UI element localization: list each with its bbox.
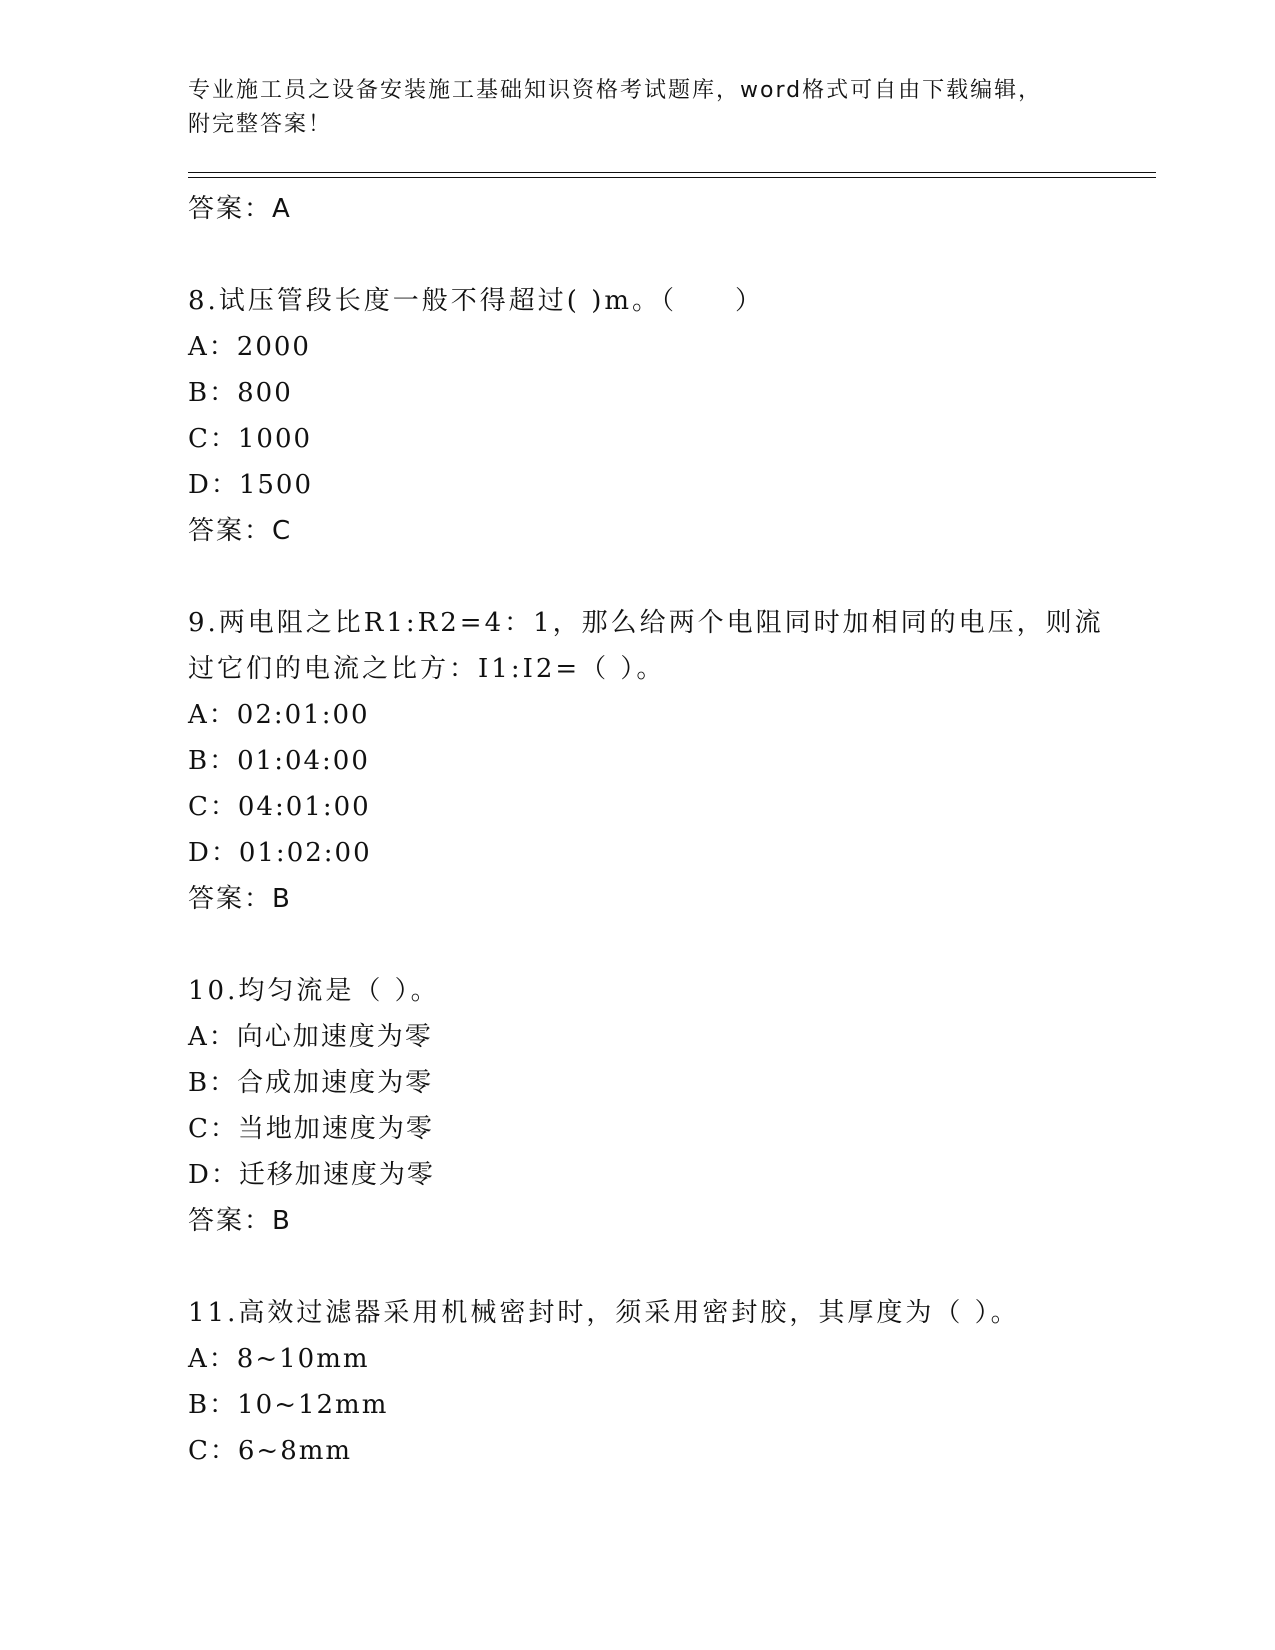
question-text: 10.均匀流是（ ）。 xyxy=(188,976,440,1006)
option-c: C：1000 xyxy=(188,424,313,454)
header-line-2: 附完整答案！ xyxy=(188,112,333,137)
header-rule-bottom xyxy=(188,177,1156,178)
question-text: 9.两电阻之比R1:R2=4：1，那么给两个电阻同时加相同的电压，则流过它们的电流之比方：I1:I2=（ ）。 xyxy=(188,608,1104,684)
option-a: A：2000 xyxy=(188,332,311,362)
option-a: A：02:01:00 xyxy=(188,700,370,730)
question-8 xyxy=(188,278,1128,554)
question-9 xyxy=(188,600,1128,922)
option-b: B：01:04:00 xyxy=(188,746,370,776)
question-11 xyxy=(188,1290,1128,1474)
header-line-1: 专业施工员之设备安装施工基础知识资格考试题库，word格式可自由下载编辑， xyxy=(188,78,1043,103)
option-d: D：01:02:00 xyxy=(188,838,372,868)
option-c: C：6~8mm xyxy=(188,1436,353,1466)
question-text: 8.试压管段长度一般不得超过( )m。（ ） xyxy=(188,286,765,316)
option-c: C：当地加速度为零 xyxy=(188,1114,434,1144)
option-b: B：10~12mm xyxy=(188,1390,389,1420)
answer-line: 答案：C xyxy=(188,516,293,546)
question-10 xyxy=(188,968,1128,1244)
option-b: B：800 xyxy=(188,378,293,408)
option-c: C：04:01:00 xyxy=(188,792,371,822)
answer-line: 答案：B xyxy=(188,1206,292,1236)
option-d: D：1500 xyxy=(188,470,314,500)
option-a: A：8~10mm xyxy=(188,1344,370,1374)
answer-line: 答案：B xyxy=(188,884,292,914)
option-b: B：合成加速度为零 xyxy=(188,1068,434,1098)
header-rule-top xyxy=(188,172,1156,173)
question-text: 11.高效过滤器采用机械密封时，须采用密封胶，其厚度为（ ）。 xyxy=(188,1298,1020,1328)
document-header xyxy=(188,74,1088,142)
answer-line: 答案：A xyxy=(188,194,292,224)
option-a: A：向心加速度为零 xyxy=(188,1022,433,1052)
option-d: D：迁移加速度为零 xyxy=(188,1160,435,1190)
question-list xyxy=(188,186,1128,1474)
